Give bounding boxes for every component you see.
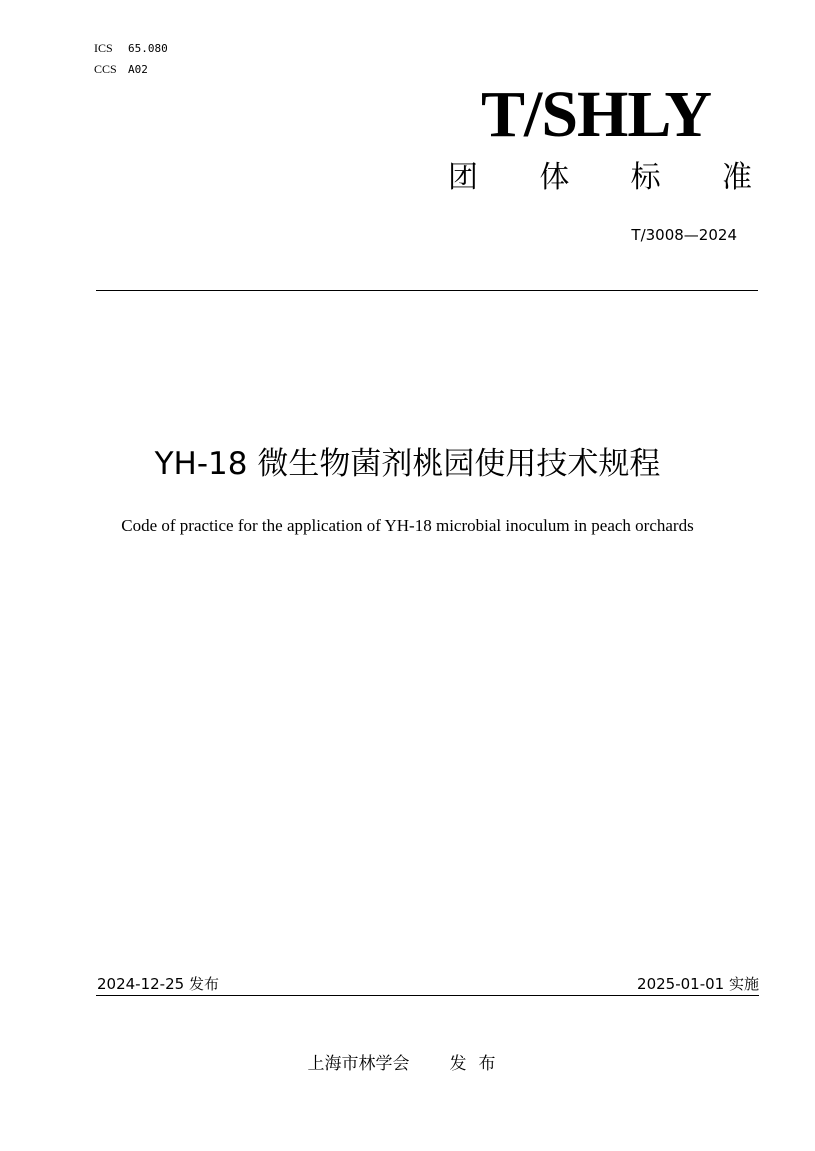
footer-divider xyxy=(96,995,759,996)
standard-mark: T/SHLY xyxy=(480,78,711,151)
header-divider xyxy=(96,290,758,291)
publisher-line xyxy=(0,1053,815,1075)
ics-code: 65.080 xyxy=(128,42,168,55)
standard-type xyxy=(448,160,752,196)
standard-type-char: 标 xyxy=(630,160,661,195)
implementation-date: 2025-01-01 实施 xyxy=(637,975,759,993)
standard-type-char: 准 xyxy=(721,160,752,195)
document-title-english: Code of practice for the application of YH-18 microbial inoculum in peach orchards xyxy=(121,516,694,535)
publisher-action: 发布 xyxy=(449,1054,508,1074)
standard-number: T/3008—2024 xyxy=(631,226,737,244)
ics-label: ICS xyxy=(94,41,113,55)
document-title-chinese: YH-18 微生物菌剂桃园使用技术规程 xyxy=(154,446,661,482)
standard-type-char: 团 xyxy=(448,160,478,195)
issue-date: 2024-12-25 发布 xyxy=(97,975,219,993)
standard-type-char: 体 xyxy=(539,160,570,195)
ccs-label: CCS xyxy=(94,62,117,76)
ccs-classification xyxy=(94,62,148,77)
ccs-code: A02 xyxy=(128,63,148,76)
ics-classification xyxy=(94,41,168,56)
publisher-name: 上海市林学会 xyxy=(307,1054,410,1074)
